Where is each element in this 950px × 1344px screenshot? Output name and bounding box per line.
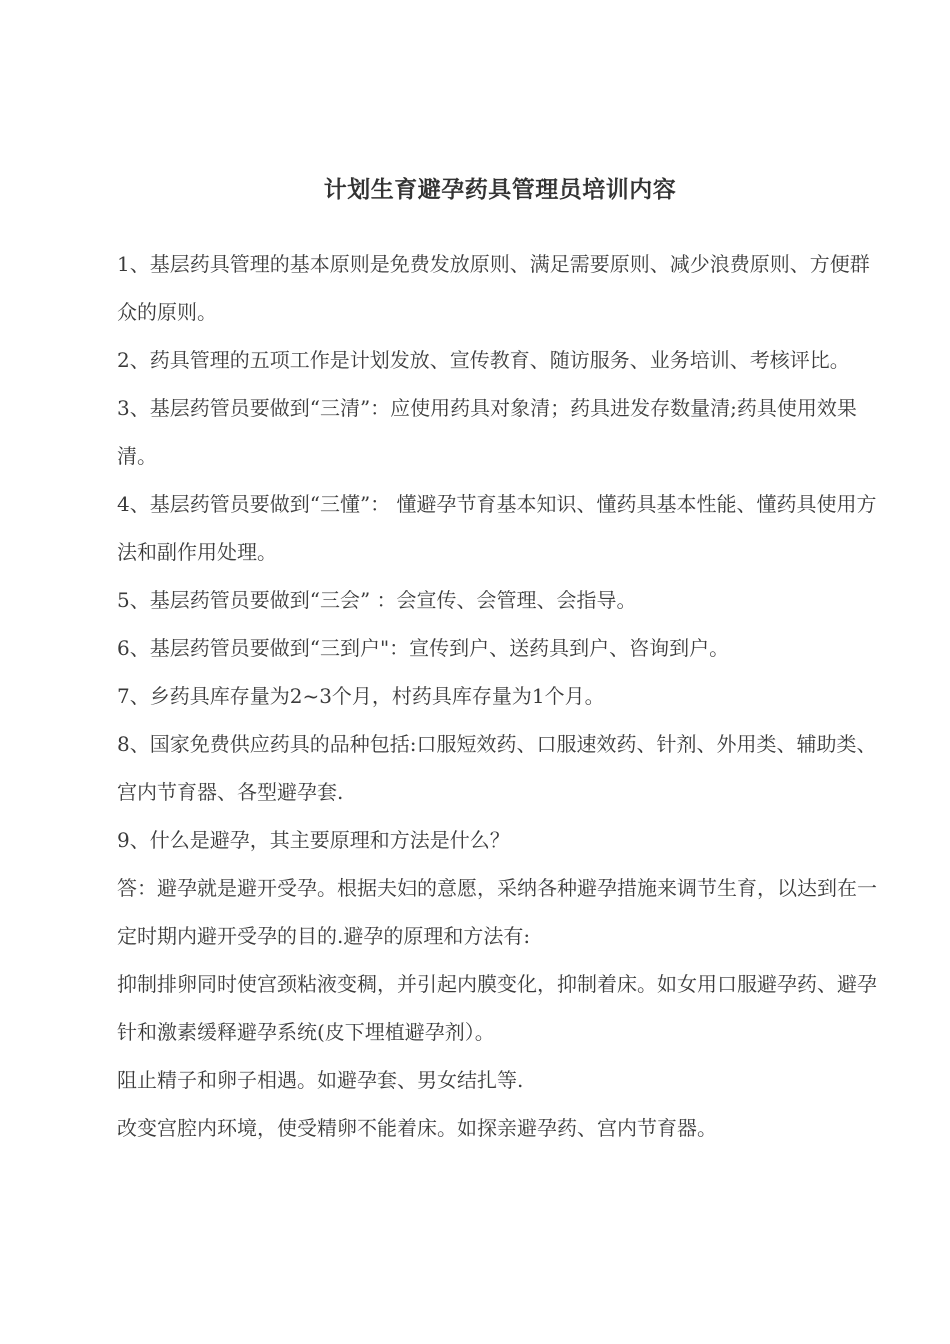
question-9: 9、什么是避孕，其主要原理和方法是什么？: [117, 828, 510, 852]
paragraph-6: 6、基层药管员要做到“三到户"：宣传到户、送药具到户、咨询到户。: [117, 636, 730, 660]
document-title: 计划生育避孕药具管理员培训内容: [323, 177, 677, 203]
method-uterine-environment: 改变宫腔内环境，使受精卵不能着床。如探亲避孕药、宫内节育器。: [117, 1116, 717, 1140]
paragraph-8: 8、国家免费供应药具的品种包括:口服短效药、口服速效药、针剂、外用类、辅助类、宫内节育器、各型避孕套.: [117, 732, 877, 804]
paragraph-4: 4、基层药管员要做到“三懂”： 懂避孕节育基本知识、懂药具基本性能、懂药具使用方法和副作用处理。: [117, 492, 877, 564]
document-body: [117, 240, 887, 1152]
paragraph-7: 7、乡药具库存量为2~3个月，村药具库存量为1个月。: [117, 684, 605, 708]
paragraph-5: 5、基层药管员要做到“三会” ：会宣传、会管理、会指导。: [117, 588, 637, 612]
answer-intro: 答：避孕就是避开受孕。根据夫妇的意愿，采纳各种避孕措施来调节生育，以达到在一定时期内避开受孕的目的.避孕的原理和方法有:: [117, 876, 877, 948]
paragraph-3: 3、基层药管员要做到“三清”：应使用药具对象清；药具进发存数量清;药具使用效果清。: [117, 396, 857, 468]
paragraph-2: 2、药具管理的五项工作是计划发放、宣传教育、随访服务、业务培训、考核评比。: [117, 348, 850, 372]
paragraph-1: 1、基层药具管理的基本原则是免费发放原则、满足需要原则、减少浪费原则、方便群众的原则。: [117, 252, 870, 324]
method-ovulation-inhibition: 抑制排卵同时使宫颈粘液变稠，并引起内膜变化，抑制着床。如女用口服避孕药、避孕针和激素缓释避孕系统(皮下埋植避孕剂）。: [117, 972, 877, 1044]
method-barrier: 阻止精子和卵子相遇。如避孕套、男女结扎等.: [117, 1068, 524, 1092]
